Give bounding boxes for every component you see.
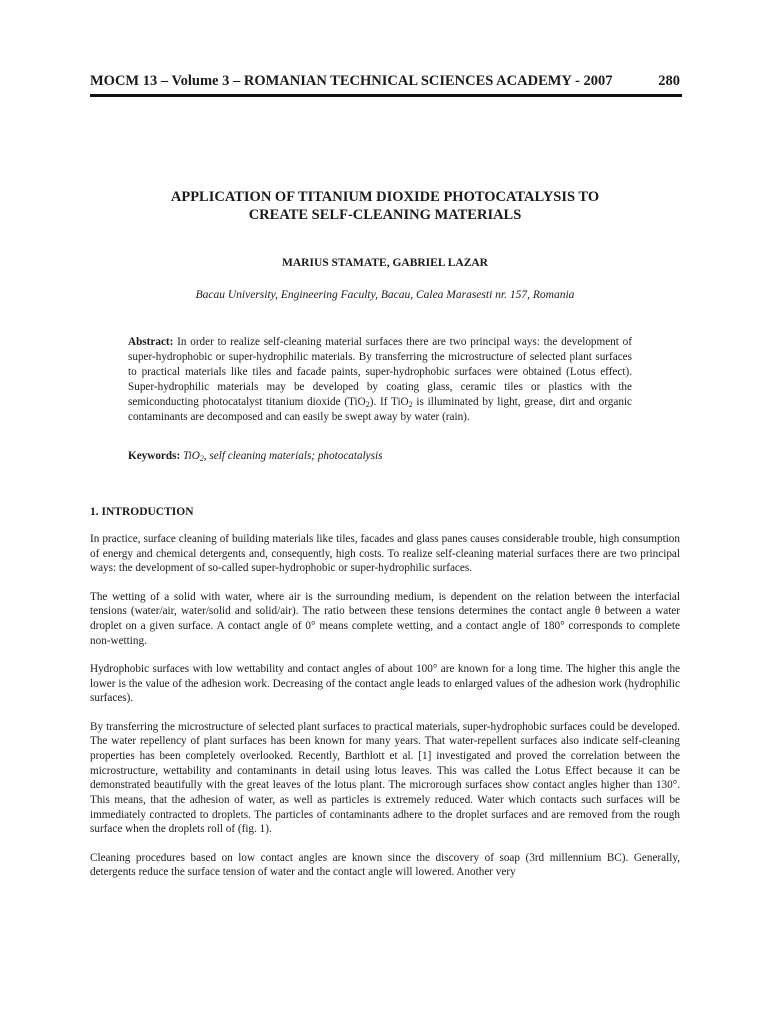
paragraph-1: In practice, surface cleaning of building materials like tiles, facades and glass panes causes considerable trouble, high consumption of energy and chemical detergents and, consequently, high costs. To realize self-cleaning material surfaces there are two principal ways: the development of so-called super-hydrophobic or super-hydrophilic surfaces. (90, 533, 680, 575)
section-body (90, 532, 680, 894)
abstract-text-2: ). If TiO (369, 396, 409, 409)
title-line-1: APPLICATION OF TITANIUM DIOXIDE PHOTOCATALYSIS TO (170, 189, 600, 205)
paper-title (90, 188, 680, 224)
abstract (128, 335, 632, 426)
paragraph-4: By transferring the microstructure of selected plant surfaces to practical materials, super-hydrophobic surfaces could be developed. The water repellency of plant surfaces has been known for many years. That water-repellent surfaces also indicate self-cleaning properties has been completely overlooked. Recently, Barthlott et al. [1] investigated and proved the correlation between the microstructure, wettability and contaminants in detail using lotus leaves. This was called the Lotus Effect because it can be demonstrated beautifully with the great leaves of the lotus plant. The microrough surfaces show contact angles higher than 130°. This means, that the adhesion of water, as well as particles is extremely reduced. Water which contacts such surfaces will be immediately contracted to droplets. The particles of contaminants adhere to the droplet surfaces and are removed from the rough surface when the droplets roll of (fig. 1). (90, 720, 680, 836)
section-heading: 1. INTRODUCTION (90, 506, 194, 518)
page-number: 280 (658, 73, 680, 89)
keywords-sub: 2 (199, 454, 204, 463)
keywords-label: Keywords: (128, 450, 181, 462)
journal-title: MOCM 13 – Volume 3 – ROMANIAN TECHNICAL SCIENCES ACADEMY - 2007 (90, 73, 613, 89)
keywords-text-1: TiO (183, 450, 200, 462)
title-line-2: CREATE SELF-CLEANING MATERIALS (248, 207, 522, 223)
authors: MARIUS STAMATE, GABRIEL LAZAR (282, 257, 488, 269)
affiliation: Bacau University, Engineering Faculty, Bacau, Calea Marasesti nr. 157, Romania (195, 289, 575, 301)
abstract-sub-2: 2 (408, 400, 413, 410)
abstract-text-3: is illuminated by light, grease, dirt and organic contaminants are decomposed and can easily be swept away by water (rain). (128, 396, 632, 424)
abstract-label: Abstract: (128, 336, 174, 348)
keywords (128, 449, 632, 464)
keywords-text-2: , self cleaning materials; photocatalysis (203, 450, 383, 462)
paragraph-5: Cleaning procedures based on low contact angles are known since the discovery of soap (3rd millennium BC). Generally, detergents reduce the surface tension of water and the contact angle will lowered. Another very (90, 851, 680, 879)
paragraph-2: The wetting of a solid with water, where air is the surrounding medium, is dependent on the relation between the interfacial tensions (water/air, water/solid and solid/air). The ratio between these tensions determines the contact angle θ between a water droplet on a given surface. A contact angle of 0° means complete wetting, and a contact angle of 180° corresponds to complete non-wetting. (90, 590, 680, 647)
running-header (90, 72, 680, 90)
abstract-sub-1: 2 (365, 400, 370, 410)
paragraph-3: Hydrophobic surfaces with low wettability and contact angles of about 100° are known for a long time. The higher this angle the lower is the value of the adhesion work. Decreasing of the contact angle leads to enlarged values of the adhesion work (hydrophilic surfaces). (90, 662, 680, 705)
abstract-text-1: In order to realize self-cleaning material surfaces there are two principal ways: the development of super-hydrophobic or super-hydrophilic materials. By transferring the microstructure of selected plant surfaces to practical materials like tiles and facade paints, super-hydrophobic surfaces were obtained (Lotus effect). Super-hydrophilic materials may be developed by coating glass, ceramic tiles or plastics with the semiconducting photocatalyst titanium dioxide (TiO (128, 336, 632, 409)
header-rule (90, 94, 682, 97)
